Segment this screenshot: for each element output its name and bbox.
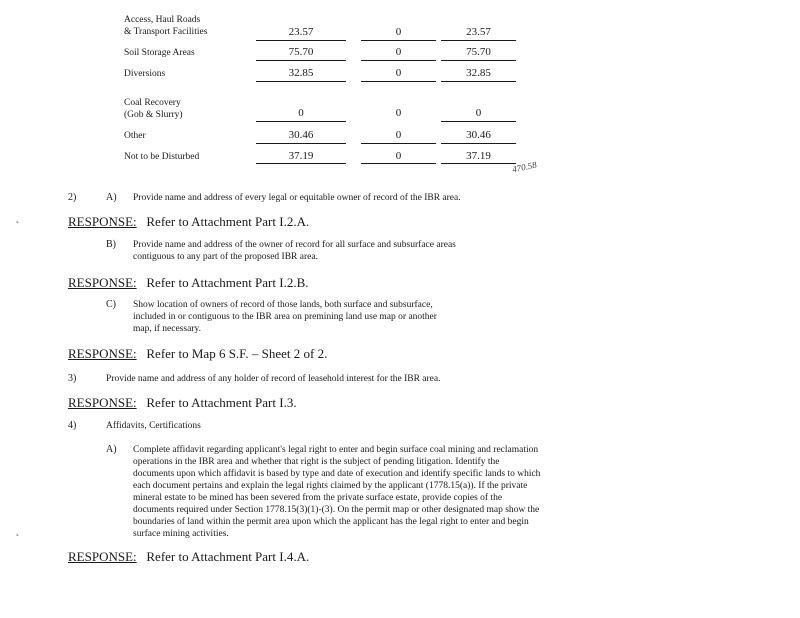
scan-mark: ˛ — [16, 526, 20, 537]
item-letter: A) — [106, 192, 117, 203]
row-label: & Transport Facilities — [124, 27, 208, 37]
cell-value: 37.19 — [288, 150, 314, 162]
scan-mark: ˛ — [16, 213, 20, 224]
cell-value: 75.70 — [466, 46, 491, 58]
cell-value: 23.57 — [466, 26, 491, 38]
response-label: RESPONSE: — [68, 549, 137, 564]
cell-value: 0 — [395, 46, 402, 58]
cell-value: 0 — [395, 67, 402, 79]
item-letter: A) — [106, 444, 117, 455]
cell-value: 0 — [395, 107, 402, 119]
item-2c-line: map, if necessary. — [133, 324, 201, 334]
response-3 — [68, 395, 297, 410]
row-label: Soil Storage Areas — [124, 48, 195, 58]
item-number: 2) — [68, 192, 77, 203]
cell-value: 0 — [395, 129, 402, 141]
row-label: Coal Recovery — [124, 98, 181, 108]
item-4a-line: documents upon which affidavit is based by type and date of execution and identify specific lands to which — [133, 469, 541, 479]
response-4a — [68, 549, 309, 564]
cell-value: 0 — [298, 107, 304, 119]
item-4-title: Affidavits, Certifications — [106, 421, 201, 431]
cell-value: 0 — [475, 107, 482, 119]
cell-value: 30.46 — [466, 129, 491, 141]
item-number: 3) — [68, 373, 77, 384]
row-label: (Gob & Slurry) — [124, 110, 183, 120]
response-text: Refer to Attachment Part I.2.B. — [146, 275, 309, 290]
cell-value: 30.46 — [288, 129, 314, 141]
response-text: Refer to Attachment Part I.4.A. — [146, 549, 310, 564]
response-text: Refer to Attachment Part I.2.A. — [146, 214, 310, 229]
item-number: 4) — [68, 420, 77, 431]
item-3-text: Provide name and address of any holder of record of leasehold interest for the IBR area. — [106, 374, 441, 384]
cell-value: 32.85 — [466, 67, 491, 79]
response-label: RESPONSE: — [68, 275, 137, 290]
cell-value: 37.19 — [466, 150, 491, 162]
response-2a — [68, 214, 309, 229]
item-4a-line: boundaries of land within the permit area upon which the applicant has the legal right to enter and begin — [133, 517, 529, 527]
item-4a-line: operations in the IBR area and whether that right is the subject of pending litigation. Identify the — [133, 457, 500, 467]
item-4a-line: surface mining activities. — [133, 529, 229, 539]
item-2a-text: Provide name and address of every legal or equitable owner of record of the IBR area. — [133, 193, 461, 203]
row-label: Not to be Disturbed — [124, 152, 200, 162]
item-2b-line: Provide name and address of the owner of record for all surface and subsurface areas — [133, 240, 456, 250]
item-2c-line: included in or contiguous to the IBR area on premining land use map or another — [133, 312, 437, 322]
response-2c — [68, 346, 327, 361]
item-letter: B) — [106, 239, 116, 250]
response-text: Refer to Map 6 S.F. – Sheet 2 of 2. — [146, 346, 328, 361]
response-label: RESPONSE: — [68, 346, 137, 361]
response-text: Refer to Attachment Part I.3. — [146, 395, 297, 410]
row-label: Access, Haul Roads — [124, 15, 201, 25]
row-label: Diversions — [124, 69, 166, 79]
item-4a-line: mineral estate to be mined has been severed from the private surface estate, provide copies of the — [133, 493, 503, 503]
cell-value: 75.70 — [288, 46, 314, 58]
item-4a-line: each document pertains and explain the legal rights claimed by the applicant (1778.15(a)). If the private — [133, 481, 528, 491]
response-2b — [68, 275, 309, 290]
item-2c-line: Show location of owners of record of those lands, both surface and subsurface, — [133, 300, 433, 310]
response-label: RESPONSE: — [68, 214, 137, 229]
cell-value: 32.85 — [288, 67, 314, 79]
item-4a-line: documents required under Section 1778.15(3)(1)-(3). On the permit map or other designated map show the — [133, 505, 540, 515]
cell-value: 0 — [395, 26, 402, 38]
row-label: Other — [124, 131, 146, 141]
handwritten-total: 470.58 — [511, 159, 538, 175]
item-4a-line: Complete affidavit regarding applicant's legal right to enter and begin surface coal mining and reclamation — [133, 445, 539, 455]
item-letter: C) — [106, 299, 116, 310]
cell-value: 23.57 — [288, 26, 314, 38]
item-2b-line: contiguous to any part of the proposed IBR area. — [133, 252, 318, 262]
response-label: RESPONSE: — [68, 395, 137, 410]
cell-value: 0 — [395, 150, 402, 162]
